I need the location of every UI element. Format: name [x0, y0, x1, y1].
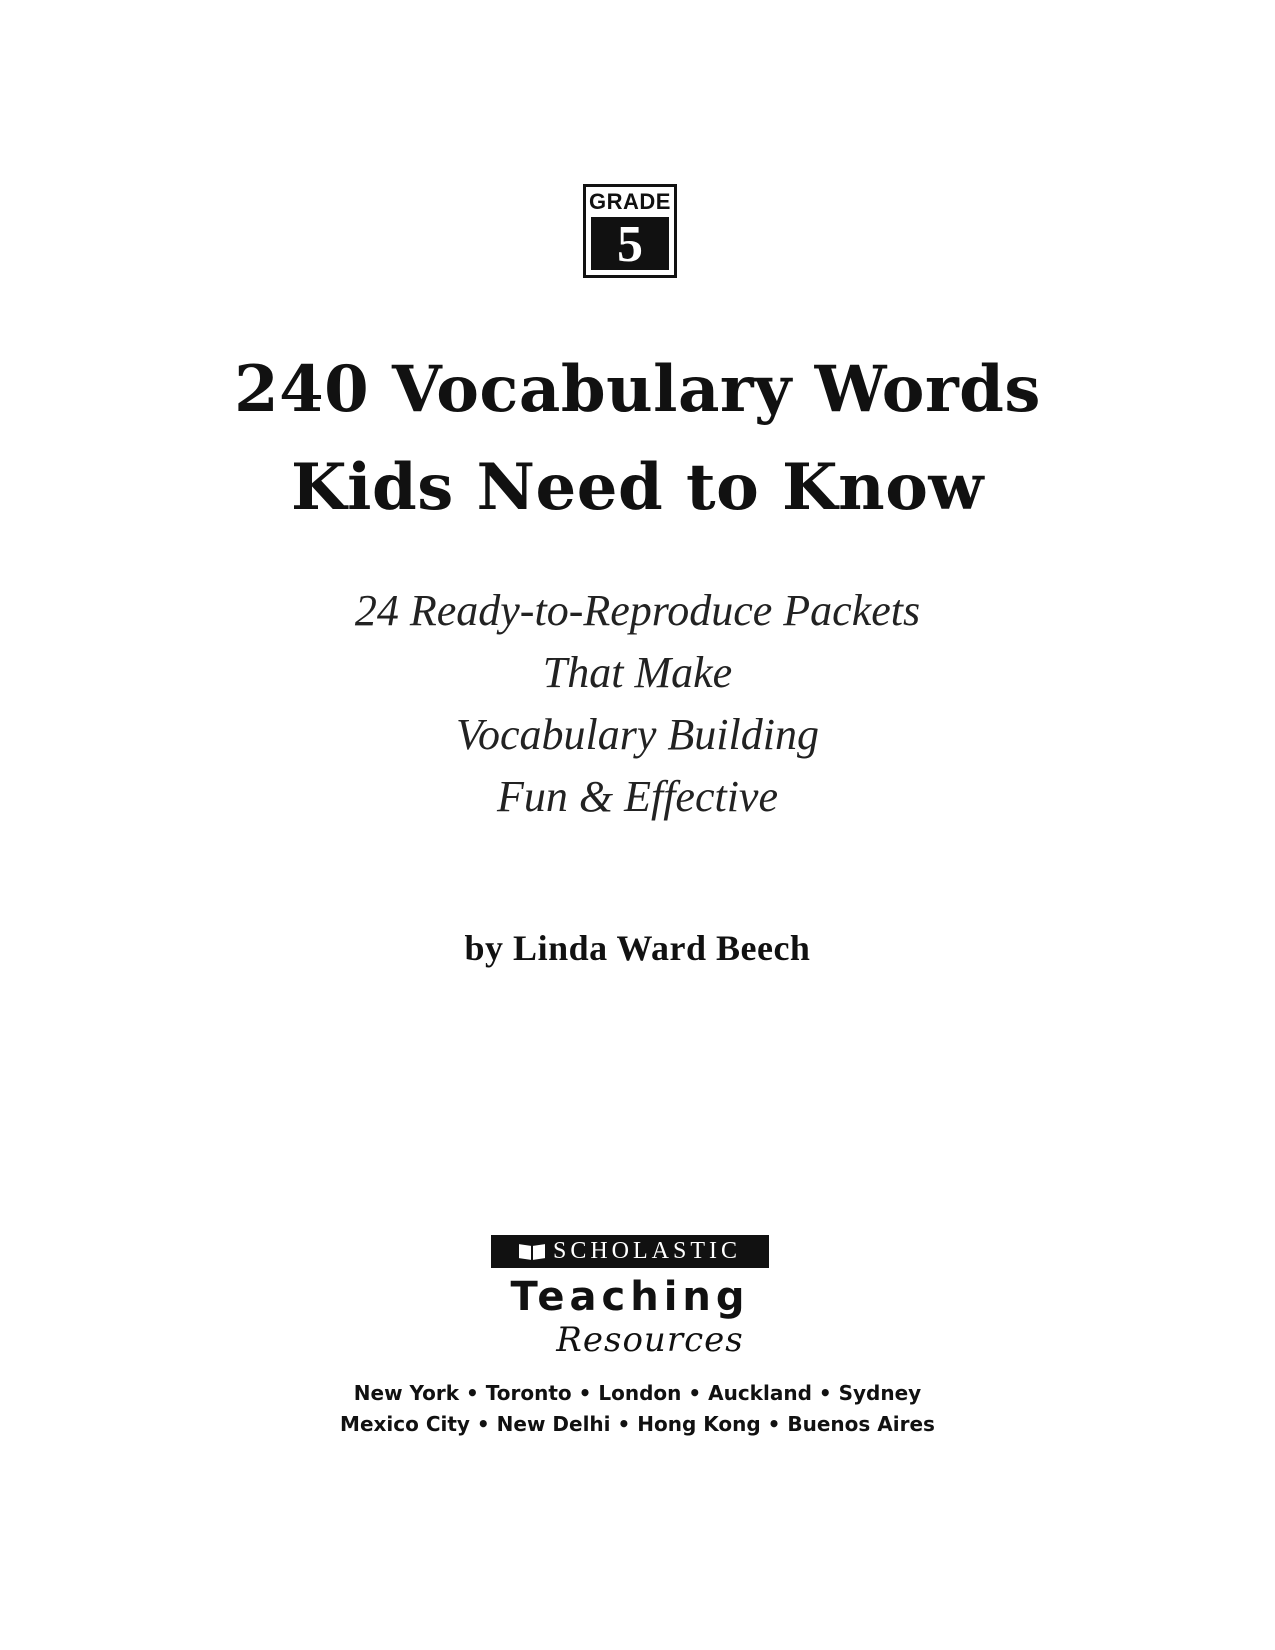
- subtitle-line-4: Fun & Effective: [497, 772, 778, 821]
- publisher-logo: [491, 1235, 769, 1359]
- title-line-1: 240 Vocabulary Words: [234, 352, 1041, 427]
- subtitle: [0, 580, 1275, 828]
- grade-number: 5: [591, 217, 669, 270]
- cities-row-1: New York • Toronto • London • Auckland • Sydney: [353, 1381, 922, 1405]
- grade-badge: [583, 184, 677, 278]
- publisher-line-teaching: Teaching: [510, 1274, 750, 1320]
- publisher-brand: SCHOLASTIC: [552, 1238, 742, 1264]
- scholastic-bar: [491, 1235, 769, 1268]
- cities-row-2: Mexico City • New Delhi • Hong Kong • Buenos Aires: [340, 1412, 935, 1436]
- subtitle-line-3: Vocabulary Building: [456, 710, 819, 759]
- subtitle-line-2: That Make: [542, 648, 733, 697]
- publisher-line-resources: Resources: [556, 1320, 744, 1360]
- subtitle-line-1: 24 Ready-to-Reproduce Packets: [354, 586, 921, 635]
- book-icon: [519, 1243, 545, 1261]
- author-byline: by Linda Ward Beech: [464, 928, 811, 968]
- grade-label: GRADE: [589, 189, 671, 214]
- title-line-2: Kids Need to Know: [291, 450, 984, 525]
